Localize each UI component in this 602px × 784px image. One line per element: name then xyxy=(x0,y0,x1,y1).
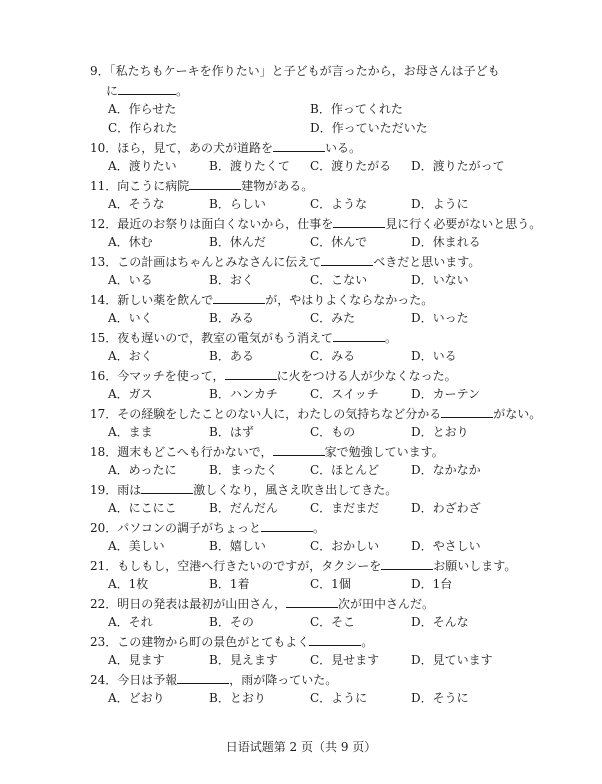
answer-blank xyxy=(213,292,265,304)
question-text: 次が田中さんだ。 xyxy=(338,597,435,611)
answer-option[interactable]: C．みた xyxy=(310,311,356,325)
question-text: 。 xyxy=(176,84,189,98)
question-stem xyxy=(90,520,570,535)
answer-option[interactable]: D．とおり xyxy=(411,425,469,439)
answer-option[interactable]: D．渡りたがって xyxy=(411,159,505,173)
question-stem xyxy=(90,216,570,231)
question-number: 19． xyxy=(90,483,118,497)
answer-option[interactable]: A．いく xyxy=(108,311,153,325)
answer-option[interactable]: C．こない xyxy=(310,273,368,287)
question-text: この建物から町の景色がとてもよく xyxy=(117,635,310,649)
question-text: 今日は予報 xyxy=(117,673,178,687)
answer-blank xyxy=(381,558,433,570)
answer-option[interactable]: C．おかしい xyxy=(310,539,380,553)
question-text: 家で勉強しています。 xyxy=(324,445,444,459)
answer-option[interactable]: B．まったく xyxy=(209,463,278,477)
question-text: に xyxy=(106,84,119,98)
question-number: 20． xyxy=(90,521,118,535)
answer-option[interactable]: B．はず xyxy=(209,425,254,439)
answer-option[interactable]: D．いる xyxy=(411,349,457,363)
question-stem xyxy=(90,292,570,307)
answer-option[interactable]: D．いない xyxy=(411,273,469,287)
answer-option[interactable]: A．作らせた xyxy=(108,102,177,116)
answer-option[interactable]: C．渡りたがる xyxy=(310,159,392,173)
answer-option[interactable]: C．見せます xyxy=(310,653,380,667)
answer-blank xyxy=(273,140,325,152)
answer-option[interactable]: B．見えます xyxy=(209,653,278,667)
answer-option[interactable]: A．いる xyxy=(108,273,153,287)
answer-option[interactable]: A．めったに xyxy=(108,463,177,477)
answer-option[interactable]: C．ような xyxy=(310,197,368,211)
question-number: 17． xyxy=(90,407,118,421)
answer-option[interactable]: A．休む xyxy=(108,235,153,249)
answer-option[interactable]: D．やさしい xyxy=(411,539,481,553)
question-stem xyxy=(90,140,570,155)
answer-option[interactable]: C．ほとんど xyxy=(310,463,380,477)
answer-option[interactable]: C．そこ xyxy=(310,615,356,629)
answer-option[interactable]: B．とおり xyxy=(209,691,266,705)
answer-option[interactable]: D．カーテン xyxy=(411,387,481,401)
answer-option[interactable]: C．みる xyxy=(310,349,356,363)
answer-blank xyxy=(261,520,313,532)
question-stem xyxy=(90,254,570,269)
answer-blank xyxy=(118,83,176,95)
question-text: この計画はちゃんとみなさんに伝えて xyxy=(117,255,322,269)
answer-option[interactable]: B．ハンカチ xyxy=(209,387,278,401)
question-text: 明日の発表は最初が山田さん， xyxy=(117,597,287,611)
answer-option[interactable]: A．美しい xyxy=(108,539,165,553)
question-text: 激しくなり，風さえ吹き出してきた。 xyxy=(193,483,398,497)
question-number: 14． xyxy=(90,293,118,307)
question-number: 24． xyxy=(90,673,118,687)
answer-option[interactable]: D．いった xyxy=(411,311,469,325)
answer-blank xyxy=(309,634,361,646)
question-text: 。 xyxy=(313,521,326,535)
answer-blank xyxy=(441,406,493,418)
answer-option[interactable]: B．渡りたくて xyxy=(209,159,290,173)
answer-option[interactable]: A．渡りたい xyxy=(108,159,177,173)
question-text: ，雨が降っていた。 xyxy=(229,673,338,687)
question-text: パソコンの調子がちょっと xyxy=(117,521,262,535)
question-stem xyxy=(90,330,570,345)
answer-option[interactable]: A．1枚 xyxy=(108,577,149,591)
question-text: ほら，見て，あの犬が道路を xyxy=(117,141,274,155)
answer-option[interactable]: D．ように xyxy=(411,197,469,211)
answer-option[interactable]: D．わざわざ xyxy=(411,501,481,515)
answer-option[interactable]: C．作られた xyxy=(108,121,178,135)
answer-option[interactable]: A．どおり xyxy=(108,691,165,705)
answer-option[interactable]: A．にこにこ xyxy=(108,501,177,515)
question-number: 13． xyxy=(90,255,118,269)
answer-option[interactable]: B．嬉しい xyxy=(209,539,266,553)
answer-option[interactable]: D．なかなか xyxy=(411,463,481,477)
answer-option[interactable]: B．休んだ xyxy=(209,235,266,249)
question-text: 「私たちもケーキを作りたい」と子どもが言ったから，お母さんは子ども xyxy=(109,64,500,78)
question-text: 建物がある。 xyxy=(241,179,314,193)
question-text: 雨は xyxy=(117,483,142,497)
question-text: 今マッチを使って， xyxy=(117,369,225,383)
question-text: が，やはりよくならなかった。 xyxy=(265,293,434,307)
question-number: 23． xyxy=(90,635,118,649)
question-stem xyxy=(90,406,570,421)
question-number: 12． xyxy=(90,217,118,231)
question-number: 15． xyxy=(90,331,118,345)
question-stem xyxy=(90,482,570,497)
question-text: べきだと思います。 xyxy=(373,255,481,269)
answer-option[interactable]: A．そうな xyxy=(108,197,165,211)
answer-option[interactable]: D．1台 xyxy=(411,577,453,591)
question-stem xyxy=(90,634,570,649)
answer-blank xyxy=(225,368,277,380)
answer-blank xyxy=(333,330,385,342)
answer-blank xyxy=(273,444,325,456)
answer-option[interactable]: D．休まれる xyxy=(411,235,481,249)
answer-option[interactable]: B．みる xyxy=(209,311,254,325)
answer-option[interactable]: C．1個 xyxy=(310,577,351,591)
answer-option[interactable]: C．まだまだ xyxy=(310,501,380,515)
question-number: 16． xyxy=(90,369,118,383)
answer-blank xyxy=(189,178,241,190)
answer-blank xyxy=(141,482,193,494)
answer-option[interactable]: C．もの xyxy=(310,425,356,439)
answer-option[interactable]: D．そんな xyxy=(411,615,469,629)
question-number: 21． xyxy=(90,559,118,573)
question-stem xyxy=(90,558,570,573)
answer-option[interactable]: B．ある xyxy=(209,349,254,363)
answer-option[interactable]: B．その xyxy=(209,615,254,629)
answer-blank xyxy=(333,216,385,228)
answer-option[interactable]: A．見ます xyxy=(108,653,165,667)
question-number: 9． xyxy=(90,64,110,78)
question-text: 見に行く必要がないと思う。 xyxy=(385,217,542,231)
answer-option[interactable]: D．そうに xyxy=(411,691,469,705)
answer-option[interactable]: B．おく xyxy=(209,273,254,287)
answer-option[interactable]: C．休んで xyxy=(310,235,368,249)
question-stem xyxy=(90,64,570,78)
question-text: 。 xyxy=(385,331,398,345)
answer-option[interactable]: A．おく xyxy=(108,349,153,363)
question-text: いる。 xyxy=(325,141,362,155)
answer-option[interactable]: B．作ってくれた xyxy=(310,102,403,116)
answer-option[interactable]: D．作っていただいた xyxy=(310,121,428,135)
question-number: 10． xyxy=(90,141,118,155)
answer-option[interactable]: C．ように xyxy=(310,691,368,705)
question-text: 。 xyxy=(361,635,374,649)
page-footer: 日语试题第 2 页（共 9 页） xyxy=(225,740,377,754)
answer-blank xyxy=(286,596,338,608)
answer-option[interactable]: A．それ xyxy=(108,615,153,629)
question-text: 新しい薬を飲んで xyxy=(117,293,214,307)
answer-option[interactable]: D．見ています xyxy=(411,653,493,667)
question-text: 向こうに病院 xyxy=(117,179,190,193)
answer-blank xyxy=(177,672,229,684)
question-stem xyxy=(90,444,570,459)
question-text: その経験をしたことのない人に，わたしの気持ちなど分かる xyxy=(117,407,442,421)
question-number: 22． xyxy=(90,597,118,611)
answer-option[interactable]: C．スイッチ xyxy=(310,387,379,401)
question-text: 最近のお祭りは面白くないから，仕事を xyxy=(117,217,334,231)
question-text: がない。 xyxy=(493,407,542,421)
question-text: に火をつける人が少なくなった。 xyxy=(276,369,457,383)
answer-option[interactable]: A．まま xyxy=(108,425,153,439)
question-stem xyxy=(90,178,570,193)
question-number: 11． xyxy=(90,179,118,193)
question-stem xyxy=(90,672,570,687)
answer-option[interactable]: A．ガス xyxy=(108,387,153,401)
question-stem-continued xyxy=(106,83,188,98)
question-text: お願いします。 xyxy=(433,559,517,573)
question-text: 週末もどこへも行かないで， xyxy=(117,445,273,459)
question-stem xyxy=(90,368,570,383)
answer-blank xyxy=(321,254,373,266)
question-text: 夜も遅いので，教室の電気がもう消えて xyxy=(117,331,334,345)
question-stem xyxy=(90,596,570,611)
question-number: 18． xyxy=(90,445,118,459)
question-text: もしもし，空港へ行きたいのですが，タクシーを xyxy=(117,559,382,573)
answer-option[interactable]: B．らしい xyxy=(209,197,266,211)
answer-option[interactable]: B．1着 xyxy=(209,577,250,591)
answer-option[interactable]: B．だんだん xyxy=(209,501,278,515)
